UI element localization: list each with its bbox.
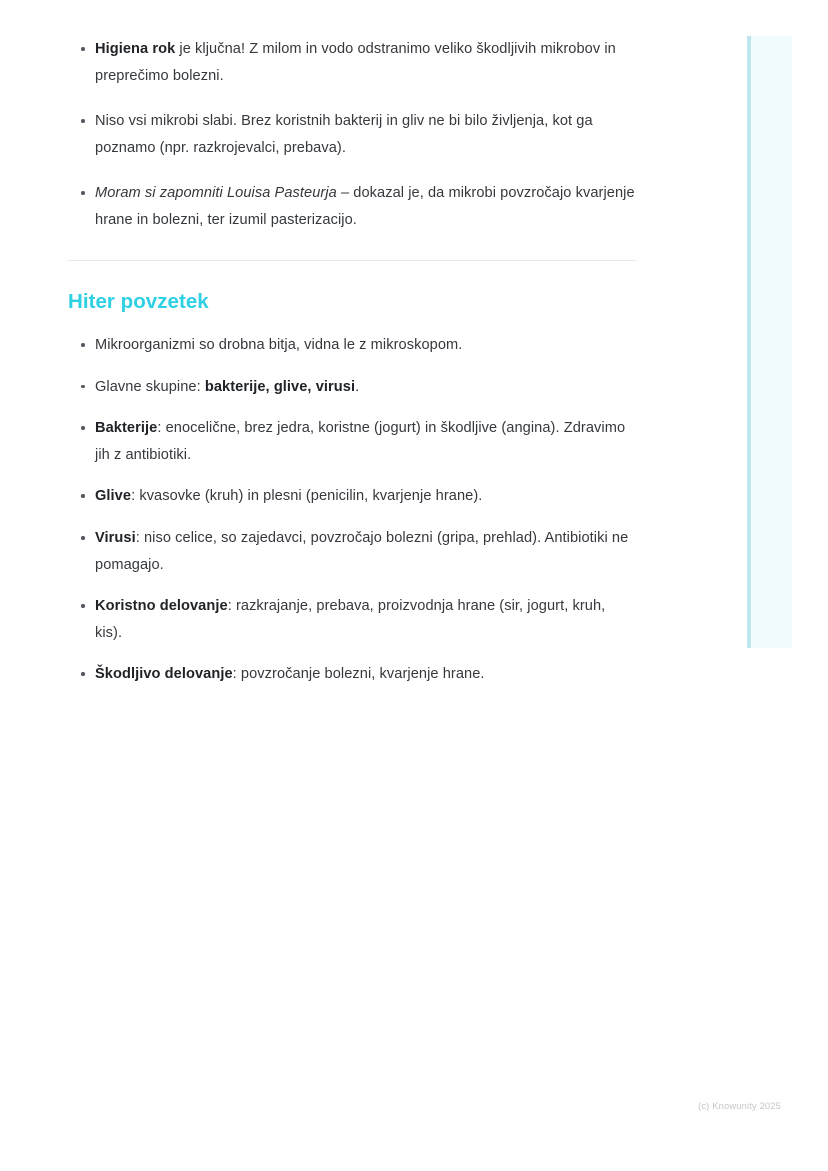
list-item bbox=[68, 593, 636, 646]
text-run: Niso vsi mikrobi slabi. Brez koristnih bakterij in gliv ne bi bilo življenja, kot ga poznamo (npr. razkrojevalci, prebava). bbox=[95, 113, 593, 156]
list-item bbox=[68, 483, 636, 510]
text-run: : niso celice, so zajedavci, povzročajo bolezni (gripa, prehlad). Antibiotiki ne pomagajo. bbox=[95, 530, 629, 573]
section-divider bbox=[68, 260, 636, 261]
list-item bbox=[68, 36, 636, 89]
text-run: – dokazal je, da mikrobi povzročajo kvarjenje hrane in bolezni, ter izumil pasterizacijo. bbox=[95, 185, 635, 228]
text-run: Virusi bbox=[95, 530, 136, 547]
text-run: Moram si zapomniti Louisa Pasteurja bbox=[95, 185, 337, 202]
text-run: Mikroorganizmi so drobna bitja, vidna le z mikroskopom. bbox=[95, 337, 463, 354]
text-run: Bakterije bbox=[95, 420, 158, 437]
text-run: je ključna! Z milom in vodo odstranimo veliko škodljivih mikrobov in preprečimo bolezni. bbox=[95, 41, 616, 84]
text-run: : povzročanje bolezni, kvarjenje hrane. bbox=[232, 666, 485, 683]
text-run: Glavne skupine: bbox=[95, 378, 205, 395]
text-run: Škodljivo delovanje bbox=[95, 666, 233, 683]
text-run: : enocelične, brez jedra, koristne (jogurt) in škodljive (angina). Zdravimo jih z antibiotiki. bbox=[95, 420, 626, 463]
document-content bbox=[68, 36, 636, 703]
list-item bbox=[68, 180, 636, 233]
list-item bbox=[68, 661, 636, 688]
list-item bbox=[68, 332, 636, 359]
text-run: : razkrajanje, prebava, proizvodnja hrane (sir, jogurt, kruh, kis). bbox=[95, 598, 606, 641]
text-run: : kvasovke (kruh) in plesni (penicilin, kvarjenje hrane). bbox=[131, 488, 483, 505]
text-run: . bbox=[355, 378, 360, 395]
text-run: Koristno delovanje bbox=[95, 598, 228, 615]
summary-bullet-list bbox=[68, 332, 636, 687]
text-run: Higiena rok bbox=[95, 41, 176, 57]
intro-bullet-list bbox=[68, 36, 636, 233]
right-accent-panel bbox=[747, 36, 792, 648]
list-item bbox=[68, 415, 636, 468]
text-run: Glive bbox=[95, 488, 132, 505]
text-run: bakterije, glive, virusi bbox=[204, 378, 356, 395]
list-item bbox=[68, 108, 636, 161]
footer-copyright: (c) Knowunity 2025 bbox=[698, 1101, 781, 1111]
page-title: Hiter povzetek bbox=[68, 290, 209, 314]
list-item bbox=[68, 374, 636, 401]
list-item bbox=[68, 525, 636, 578]
